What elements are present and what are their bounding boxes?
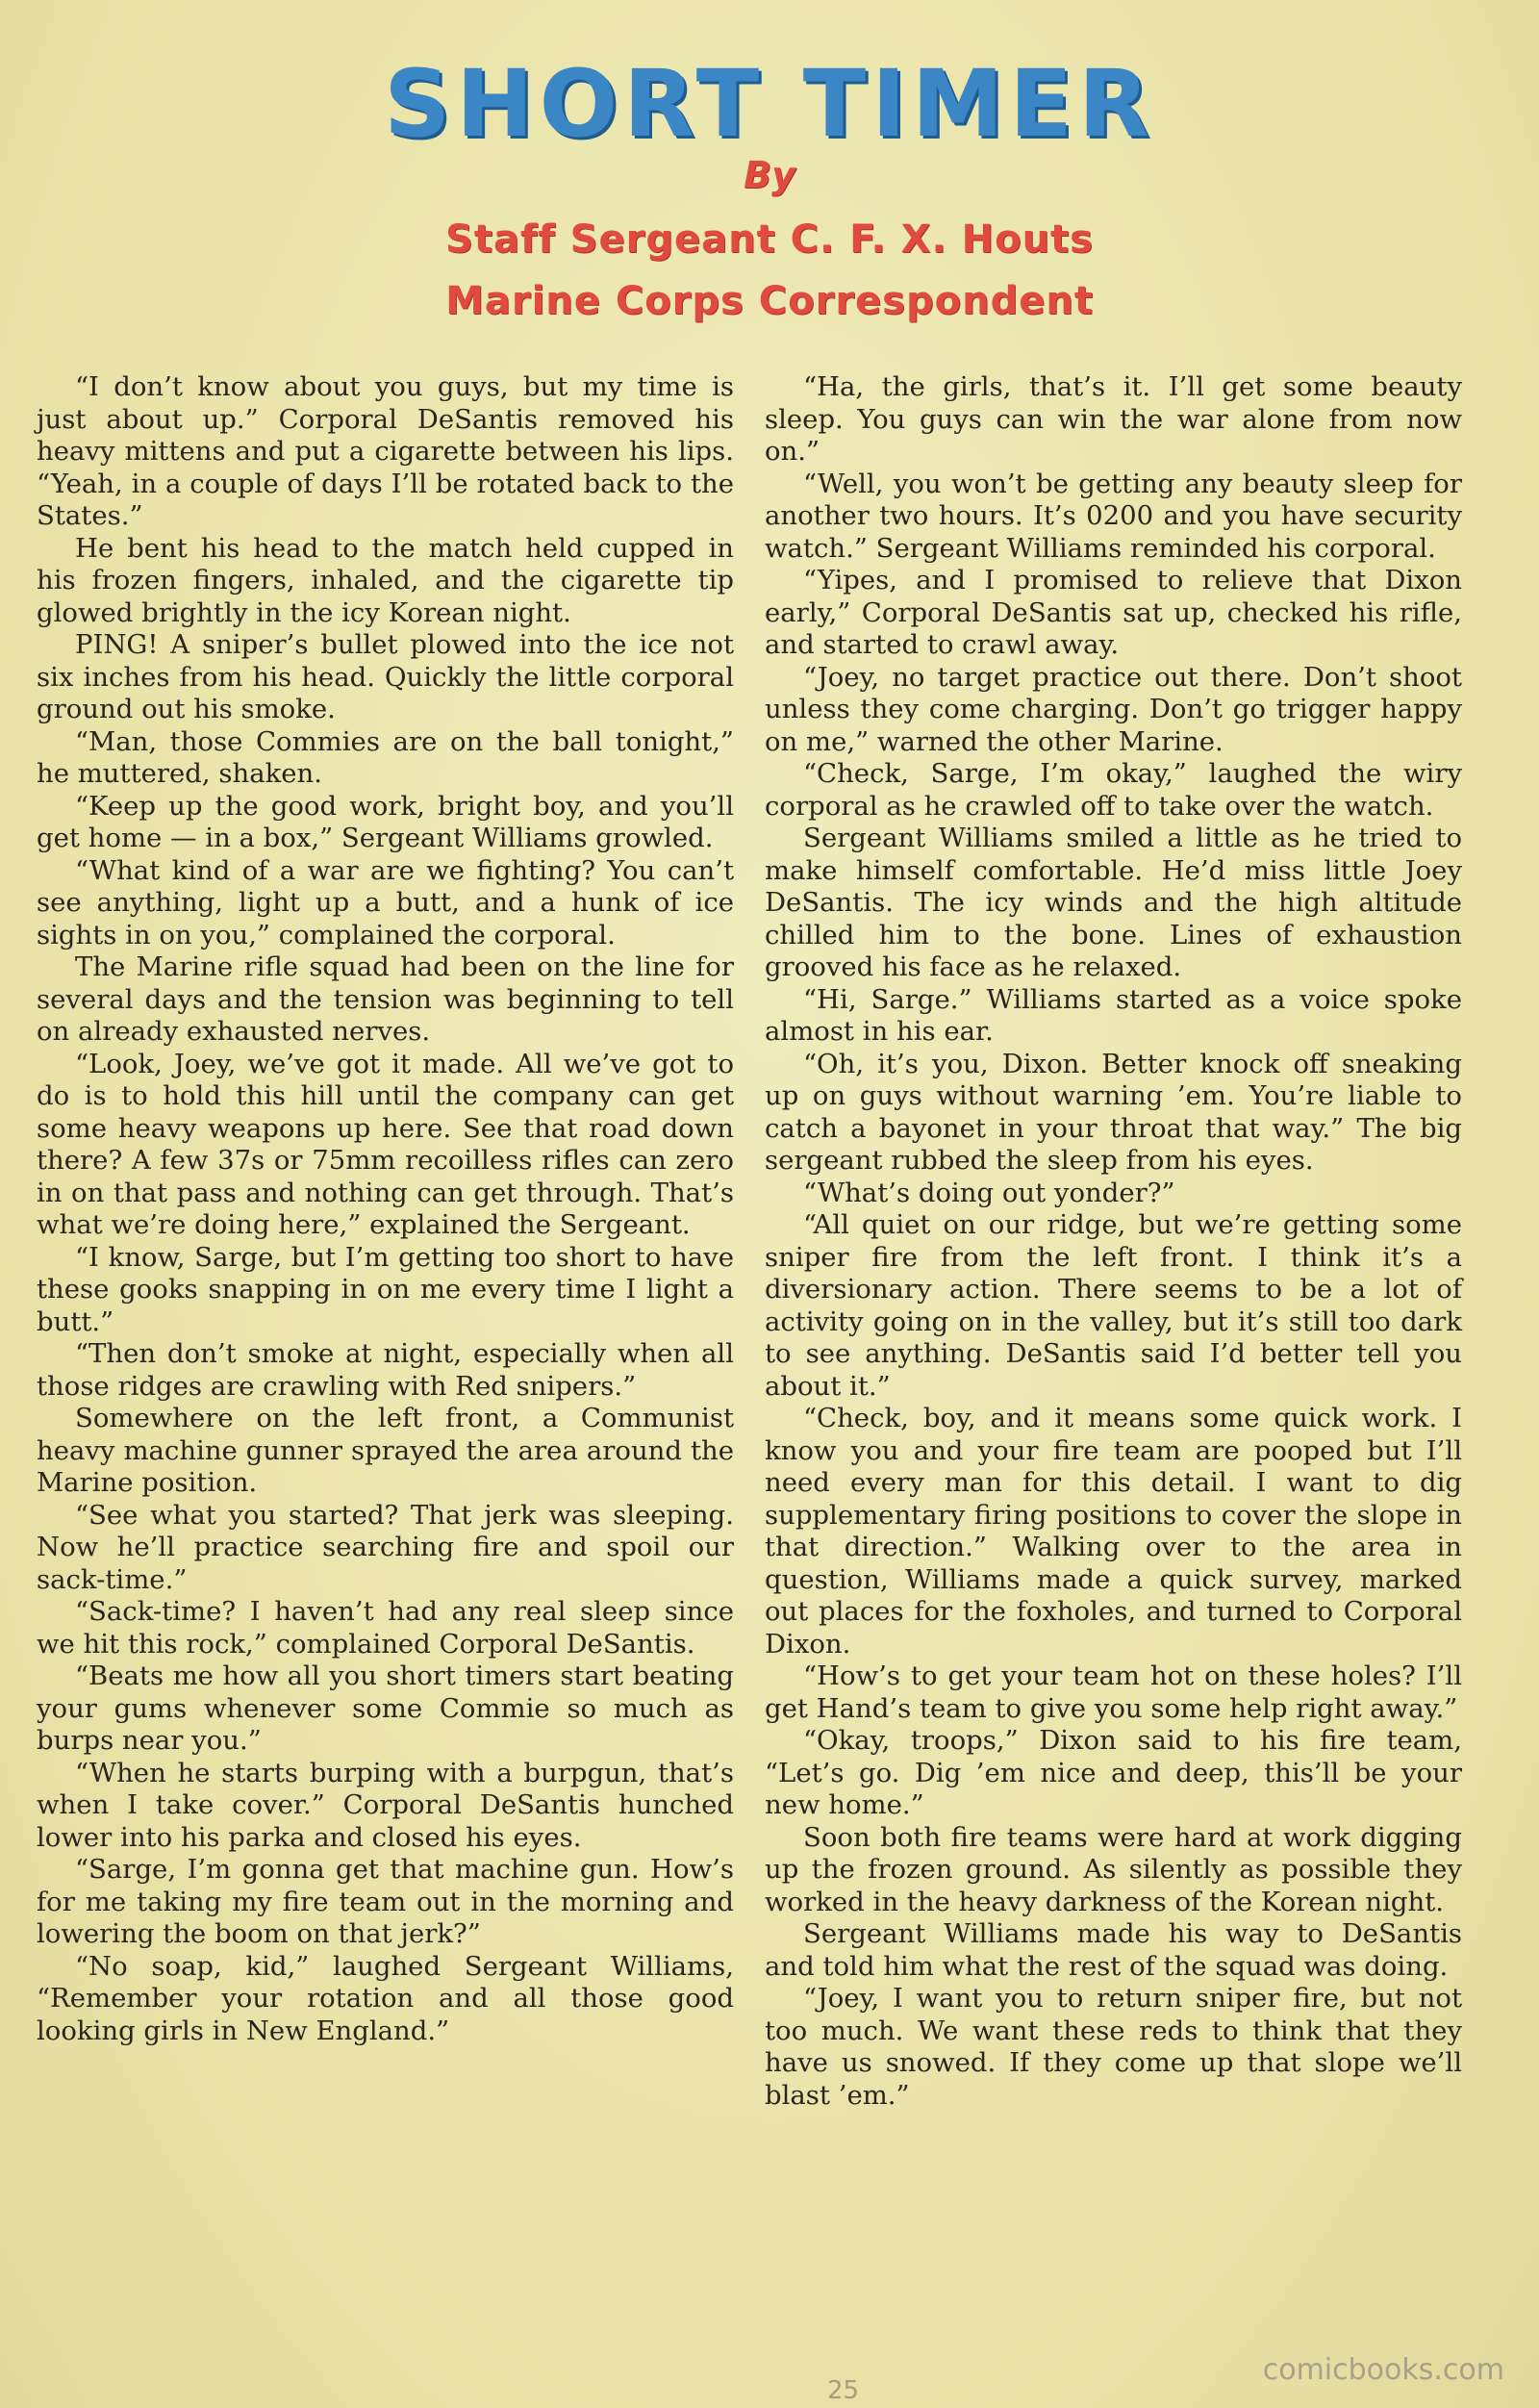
paragraph: “Sack-time? I haven’t had any real sleep since we hit this rock,” complained Corporal DeSantis. — [37, 1596, 734, 1660]
paragraph: “See what you started? That jerk was sleeping. Now he’ll practice searching fire and spoil our sack-time.” — [37, 1499, 734, 1595]
page-number: 25 — [827, 2376, 860, 2405]
paragraph: PING! A sniper’s bullet plowed into the ice not six inches from his head. Quickly the little corporal ground out his smoke. — [37, 629, 734, 724]
paragraph: Sergeant Williams made his way to DeSantis and told him what the rest of the squad was doing. — [765, 1918, 1462, 1982]
paragraph: “Well, you won’t be getting any beauty sleep for another two hours. It’s 0200 and you have security watch.” Sergeant Williams reminded his corporal. — [765, 468, 1462, 564]
paragraph: “When he starts burping with a burpgun, that’s when I take cover.” Corporal DeSantis hunched lower into his parka and closed his eyes. — [37, 1757, 734, 1853]
paragraph: Somewhere on the left front, a Communist heavy machine gunner sprayed the area around the Marine position. — [37, 1403, 734, 1498]
paragraph: “I don’t know about you guys, but my time is just about up.” Corporal DeSantis removed his heavy mittens and put a cigarette between his lips. “Yeah, in a couple of days I’ll be rotated back to the States.” — [37, 371, 734, 531]
paragraph: “Ha, the girls, that’s it. I’ll get some beauty sleep. You guys can win the war alone from now on.” — [765, 371, 1462, 467]
paragraph: “Joey, I want you to return sniper fire, but not too much. We want these reds to think that they have us snowed. If they come up that slope we’ll blast ’em.” — [765, 1983, 1462, 2111]
left-column — [37, 371, 734, 2047]
paragraph: “Man, those Commies are on the ball tonight,” he muttered, shaken. — [37, 725, 734, 789]
paragraph: “Sarge, I’m gonna get that machine gun. How’s for me taking my fire team out in the morning and lowering the boom on that jerk?” — [37, 1854, 734, 1949]
watermark: comicbooks.com — [1262, 2353, 1504, 2387]
paragraph: “All quiet on our ridge, but we’re getting some sniper fire from the left front. I think it’s a diversionary action. There seems to be a lot of activity going on in the valley, but it’s still too dark to see anything. DeSantis said I’d better tell you about it.” — [765, 1209, 1462, 1402]
right-column — [765, 371, 1462, 2112]
paragraph: “Check, Sarge, I’m okay,” laughed the wiry corporal as he crawled off to take over the watch. — [765, 758, 1462, 822]
paragraph: “No soap, kid,” laughed Sergeant Williams, “Remember your rotation and all those good looking girls in New England.” — [37, 1950, 734, 2046]
paragraph: Sergeant Williams smiled a little as he tried to make himself comfortable. He’d miss little Joey DeSantis. The icy winds and the high altitude chilled him to the bone. Lines of exhaustion grooved his face as he relaxed. — [765, 823, 1462, 982]
story-title: SHORT TIMER — [384, 50, 1155, 158]
paragraph: “Oh, it’s you, Dixon. Better knock off sneaking up on guys without warning ’em. You’re liable to catch a bayonet in your throat that way.” The big sergeant rubbed the sleep from his eyes. — [765, 1048, 1462, 1176]
paragraph: “What kind of a war are we fighting? You can’t see anything, light up a butt, and a hunk of ice sights in on you,” complained the corporal. — [37, 854, 734, 951]
paragraph: “I know, Sarge, but I’m getting too short to have these gooks snapping in on me every time I light a butt.” — [37, 1241, 734, 1337]
paragraph: “Yipes, and I promised to relieve that Dixon early,” Corporal DeSantis sat up, checked his rifle, and started to crawl away. — [765, 565, 1462, 660]
paragraph: “Keep up the good work, bright boy, and you’ll get home — in a box,” Sergeant Williams growled. — [37, 790, 734, 853]
byline-by: By — [744, 154, 795, 196]
paragraph: “Look, Joey, we’ve got it made. All we’ve got to do is to hold this hill until the company can get some heavy weapons up here. See that road down there? A few 37s or 75mm recoilless rifles can zero in on that pass and nothing can get through. That’s what we’re doing here,” explained the Sergeant. — [37, 1048, 734, 1240]
paragraph: “Okay, troops,” Dixon said to his fire team, “Let’s go. Dig ’em nice and deep, this’ll be your new home.” — [765, 1725, 1462, 1820]
paragraph: He bent his head to the match held cupped in his frozen fingers, inhaled, and the cigarette tip glowed brightly in the icy Korean night. — [37, 532, 734, 628]
paragraph: Soon both fire teams were hard at work digging up the frozen ground. As silently as possible they worked in the heavy darkness of the Korean night. — [765, 1821, 1462, 1917]
paragraph: “Joey, no target practice out there. Don’t shoot unless they come charging. Don’t go trigger happy on me,” warned the other Marine. — [765, 661, 1462, 757]
paragraph: “Check, boy, and it means some quick work. I know you and your fire team are pooped but I’ll need every man for this detail. I want to dig supplementary firing positions to cover the slope in that direction.” Walking over to the area in question, Williams made a quick survey, marked out places for the foxholes, and turned to Corporal Dixon. — [765, 1403, 1462, 1660]
paragraph: “What’s doing out yonder?” — [803, 1177, 1175, 1208]
paragraph: “Then don’t smoke at night, especially when all those ridges are crawling with Red snipers.” — [37, 1338, 734, 1402]
paragraph: “Hi, Sarge.” Williams started as a voice spoke almost in his ear. — [765, 983, 1462, 1047]
paragraph: “Beats me how all you short timers start beating your gums whenever some Commie so much as burps near you.” — [37, 1660, 734, 1756]
author-affiliation: Marine Corps Correspondent — [445, 279, 1094, 323]
paragraph: The Marine rifle squad had been on the line for several days and the tension was beginning to tell on already exhausted nerves. — [37, 951, 734, 1047]
author-name: Staff Sergeant C. F. X. Houts — [445, 217, 1094, 262]
paragraph: “How’s to get your team hot on these holes? I’ll get Hand’s team to give you some help right away.” — [765, 1660, 1462, 1724]
